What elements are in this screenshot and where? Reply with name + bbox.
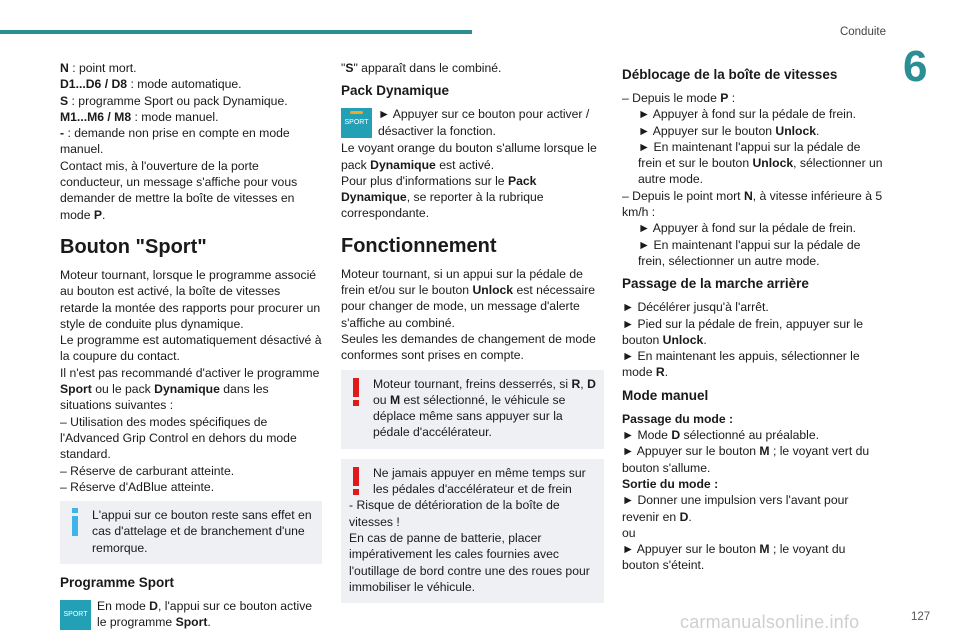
warning-note [341,370,604,449]
heading-fonctionnement: Fonctionnement [341,234,497,257]
orange-led-icon [350,111,363,114]
column-2 [341,60,604,613]
paragraph: – Depuis le mode P : [622,91,736,105]
heading-mode-manuel: Mode manuel [622,387,709,403]
programme-sport-row [60,598,322,632]
step: ► Pied sur la pédale de frein, appuyer sur le bouton Unlock. [622,316,864,347]
warning-text: En cas de panne de batterie, placer impérativement les cales fournies avec l'outillage de bord contre une des roues pour immobiliser le véhicule. [349,530,590,594]
heading-marche-arriere: Passage de la marche arrière [622,276,809,292]
mode-line: - : demande non prise en compte en mode manuel. [60,126,290,157]
heading-deblocage: Déblocage de la boîte de vitesses [622,67,838,82]
mode-line: N : point mort. [60,61,137,75]
warning-note [341,459,604,603]
paragraph: ou [622,525,636,540]
page-number: 127 [911,611,931,623]
info-note-text: L'appui sur ce bouton reste sans effet en cas d'attelage et de branchement d'une remorque. [92,508,312,555]
section-title: Conduite [839,26,886,38]
sport-button-icon: SPORT [60,600,91,630]
heading-pack-dynamique: Pack Dynamique [341,83,450,99]
list-item: – Réserve d'AdBlue atteinte. [60,479,215,494]
paragraph: Moteur tournant, si un appui sur la pédale de frein et/ou sur le bouton Unlock est nécessaire pour changer de mode, un message d'alerte s'affiche au combiné. [341,266,596,330]
mode-line: D1...D6 / D8 : mode automatique. [60,77,242,92]
paragraph: En mode D, l'appui sur ce bouton active le programme Sport. [97,599,313,630]
paragraph: Le voyant orange du bouton s'allume lorsque le pack Dynamique est activé. [341,141,597,172]
paragraph: Il n'est pas recommandé d'activer le programme Sport ou le pack Dynamique dans les situations suivantes : [60,365,320,413]
subheading: Sortie du mode : [622,476,719,491]
step: ► En maintenant l'appui sur la pédale de frein, sélectionner un autre mode. [638,237,861,268]
heading-programme-sport: Programme Sport [60,575,175,591]
step: ► Appuyer sur le bouton Unlock. [638,123,820,138]
pack-dynamique-row [341,106,604,140]
paragraph: ► Appuyer sur ce bouton pour activer / désactiver la fonction. [378,107,590,138]
warning-icon [345,376,367,408]
heading-bouton-sport: Bouton "Sport" [60,235,207,258]
mode-line: S : programme Sport ou pack Dynamique. [60,93,288,108]
column-1 [60,60,322,632]
warning-text: Ne jamais appuyer en même temps sur les pédales d'accélérateur et de frein [373,465,586,497]
header-accent-bar [0,30,472,34]
step: ► Donner une impulsion vers l'avant pour revenir en D. [622,493,849,524]
watermark: carmanualsonline.info [680,612,860,632]
step: ► Appuyer sur le bouton M ; le voyant vert du bouton s'allume. [622,444,870,475]
subheading: Passage du mode : [622,411,734,426]
step: ► En maintenant l'appui sur la pédale de frein et sur le bouton Unlock, sélectionner un autre mode. [638,139,883,187]
step: ► Appuyer à fond sur la pédale de frein. [638,107,857,122]
contact-paragraph: Contact mis, à l'ouverture de la porte conducteur, un message s'affiche pour vous demander de mettre la boîte de vitesses en mode P. [60,158,298,222]
warning-text: Moteur tournant, freins desserrés, si R, D ou M est sélectionné, le véhicule se déplace même sans appuyer sur la pédale d'accélérateur. [373,376,596,440]
info-note [60,501,322,564]
warning-text: - Risque de détérioration de la boîte de vitesses ! [349,498,560,529]
paragraph: Moteur tournant, lorsque le programme associé au bouton est activé, la boîte de vitesses retarde la montée des rapports pour procurer un style de conduite plus dynamique. [60,267,321,331]
list-item: – Réserve de carburant atteinte. [60,463,235,478]
paragraph: Seules les demandes de changement de mode conformes sont prises en compte. [341,331,596,363]
step: ► Mode D sélectionné au préalable. [622,428,820,443]
column-3 [622,60,884,574]
paragraph: "S" apparaît dans le combiné. [341,61,502,75]
paragraph: Le programme est automatiquement désactivé à la coupure du contact. [60,333,322,364]
step: ► En maintenant les appuis, sélectionner le mode R. [622,349,860,380]
info-icon [64,507,86,539]
step: ► Décélérer jusqu'à l'arrêt. [622,300,769,315]
chapter-number: 6 [903,42,928,91]
step: ► Appuyer à fond sur la pédale de frein. [638,221,857,236]
list-item: – Utilisation des modes spécifiques de l'Advanced Grip Control en dehors du mode standard. [60,414,297,462]
step: ► Appuyer sur le bouton M ; le voyant du bouton s'éteint. [622,542,846,573]
mode-line: M1...M6 / M8 : mode manuel. [60,109,219,124]
warning-icon [345,465,367,497]
paragraph: – Depuis le point mort N, à vitesse inférieure à 5 km/h : [622,188,883,220]
sport-button-led-icon: SPORT [341,108,372,138]
paragraph: Pour plus d'informations sur le Pack Dynamique, se reporter à la rubrique correspondante. [341,173,544,221]
